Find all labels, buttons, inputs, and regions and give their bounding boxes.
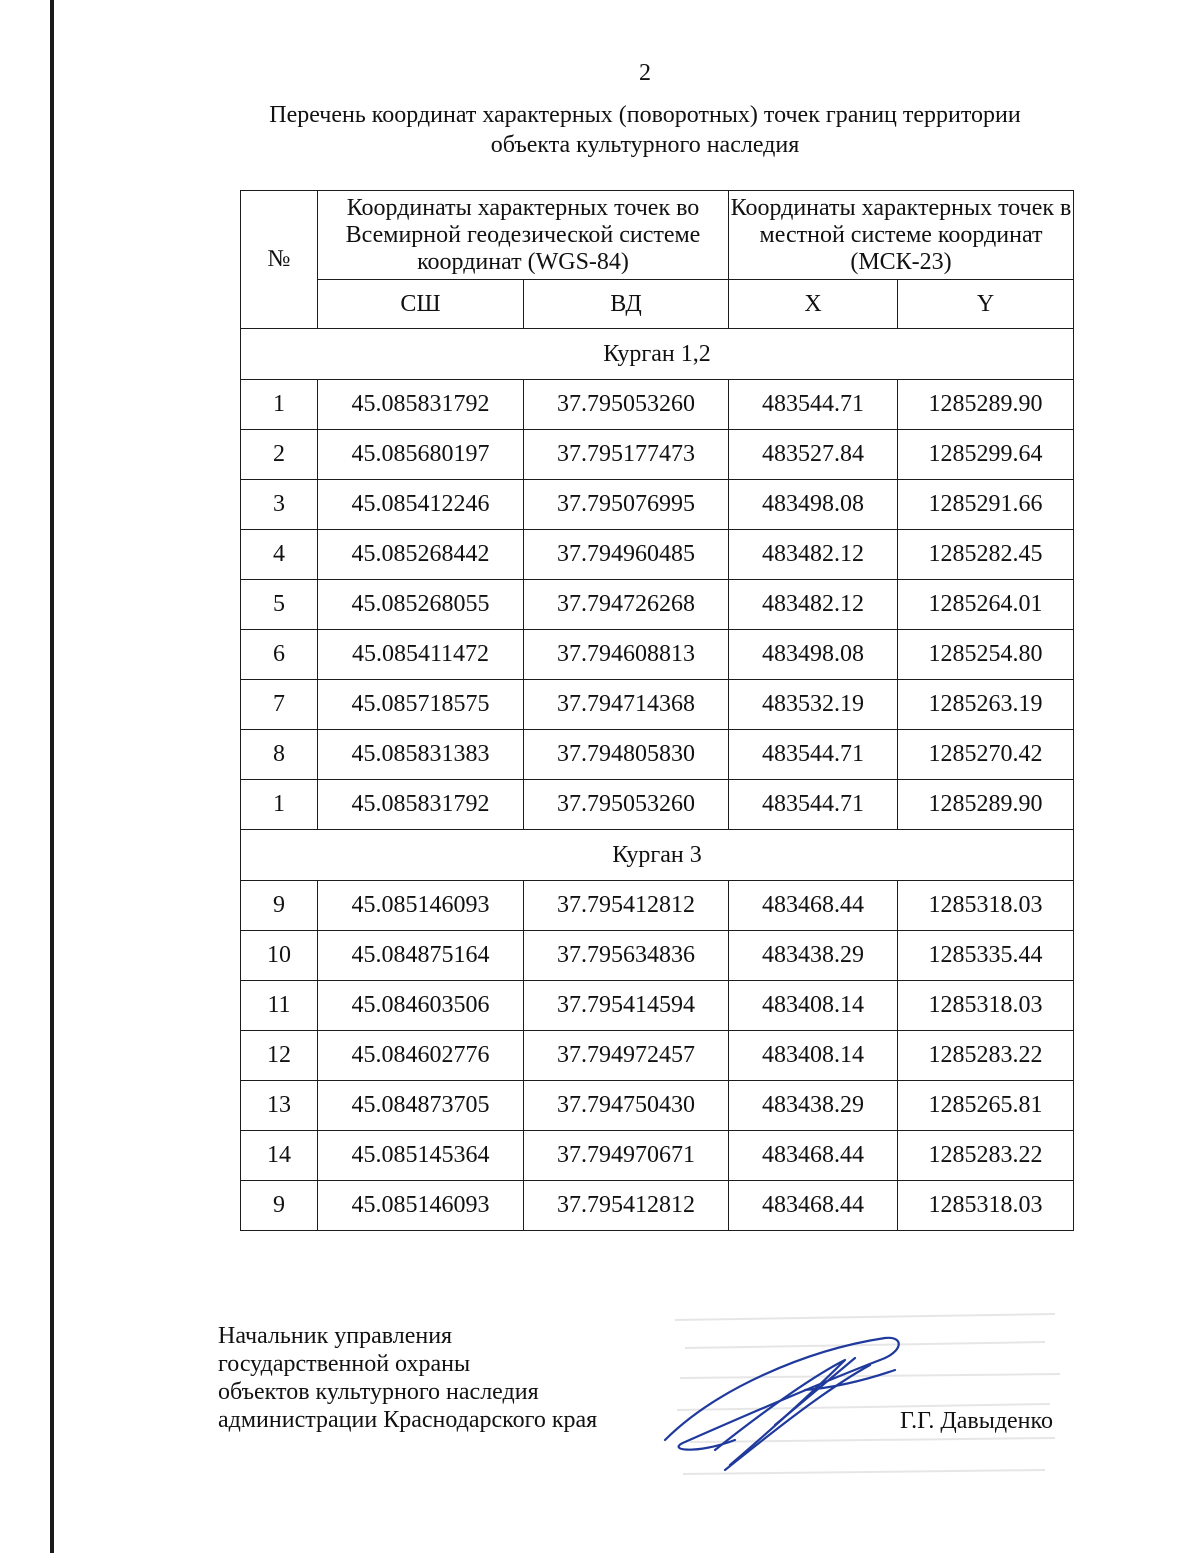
cell-point-number: 1: [241, 380, 318, 430]
cell-point-number: 6: [241, 630, 318, 680]
table-row: [241, 730, 1074, 780]
cell-longitude: 37.794972457: [524, 1031, 729, 1081]
signer-name: Г.Г. Давыденко: [900, 1408, 1053, 1434]
cell-longitude: 37.794726268: [524, 580, 729, 630]
cell-x: 483468.44: [729, 881, 898, 931]
cell-x: 483438.29: [729, 931, 898, 981]
cell-longitude: 37.794960485: [524, 530, 729, 580]
cell-y: 1285335.44: [898, 931, 1074, 981]
cell-x: 483468.44: [729, 1181, 898, 1231]
section-row: [241, 329, 1074, 380]
cell-longitude: 37.794714368: [524, 680, 729, 730]
section-title: Курган 3: [241, 830, 1074, 881]
table-row: [241, 1031, 1074, 1081]
cell-point-number: 7: [241, 680, 318, 730]
signer-position-line: Начальник управления: [218, 1323, 453, 1349]
signer-position-line: администрации Краснодарского края: [218, 1407, 598, 1433]
table-row: [241, 630, 1074, 680]
signer-position-line: объектов культурного наследия: [218, 1379, 539, 1405]
cell-y: 1285289.90: [898, 380, 1074, 430]
cell-latitude: 45.085411472: [318, 630, 524, 680]
cell-point-number: 4: [241, 530, 318, 580]
cell-longitude: 37.795053260: [524, 380, 729, 430]
table-row: [241, 1181, 1074, 1231]
cell-point-number: 14: [241, 1131, 318, 1181]
table-row: [241, 680, 1074, 730]
cell-y: 1285318.03: [898, 981, 1074, 1031]
cell-latitude: 45.085680197: [318, 430, 524, 480]
cell-latitude: 45.085831383: [318, 730, 524, 780]
cell-latitude: 45.084602776: [318, 1031, 524, 1081]
cell-x: 483408.14: [729, 981, 898, 1031]
cell-point-number: 13: [241, 1081, 318, 1131]
cell-latitude: 45.085831792: [318, 380, 524, 430]
cell-longitude: 37.794805830: [524, 730, 729, 780]
cell-longitude: 37.795076995: [524, 480, 729, 530]
cell-longitude: 37.795634836: [524, 931, 729, 981]
cell-latitude: 45.085146093: [318, 881, 524, 931]
signer-position-line: государственной охраны: [218, 1351, 471, 1377]
document-title-line-1: Перечень координат характерных (поворотных) точек границ территории: [269, 102, 1021, 128]
cell-x: 483498.08: [729, 630, 898, 680]
cell-point-number: 3: [241, 480, 318, 530]
cell-longitude: 37.794970671: [524, 1131, 729, 1181]
cell-latitude: 45.085831792: [318, 780, 524, 830]
cell-x: 483438.29: [729, 1081, 898, 1131]
cell-x: 483544.71: [729, 380, 898, 430]
cell-longitude: 37.795053260: [524, 780, 729, 830]
cell-y: 1285291.66: [898, 480, 1074, 530]
cell-longitude: 37.795414594: [524, 981, 729, 1031]
header-wgs84: Координаты характерных точек во Всемирной геодезической системе координат (WGS-84): [318, 191, 729, 280]
cell-y: 1285318.03: [898, 1181, 1074, 1231]
cell-y: 1285282.45: [898, 530, 1074, 580]
header-latitude: СШ: [318, 280, 524, 329]
table-row: [241, 1081, 1074, 1131]
page-number: 2: [639, 60, 651, 86]
cell-x: 483468.44: [729, 1131, 898, 1181]
cell-latitude: 45.084875164: [318, 931, 524, 981]
cell-longitude: 37.795412812: [524, 1181, 729, 1231]
cell-x: 483498.08: [729, 480, 898, 530]
header-y: Y: [898, 280, 1074, 329]
header-msk23: Координаты характерных точек в местной системе координат (МСК-23): [729, 191, 1074, 280]
header-x: X: [729, 280, 898, 329]
table-row: [241, 981, 1074, 1031]
cell-latitude: 45.085268055: [318, 580, 524, 630]
cell-y: 1285263.19: [898, 680, 1074, 730]
document-title: [200, 100, 1090, 160]
cell-longitude: 37.795412812: [524, 881, 729, 931]
table-row: [241, 480, 1074, 530]
section-row: [241, 830, 1074, 881]
cell-x: 483408.14: [729, 1031, 898, 1081]
cell-point-number: 11: [241, 981, 318, 1031]
cell-y: 1285283.22: [898, 1131, 1074, 1181]
cell-y: 1285318.03: [898, 881, 1074, 931]
table-row: [241, 931, 1074, 981]
cell-y: 1285254.80: [898, 630, 1074, 680]
cell-latitude: 45.085146093: [318, 1181, 524, 1231]
cell-longitude: 37.795177473: [524, 430, 729, 480]
header-longitude: ВД: [524, 280, 729, 329]
cell-longitude: 37.794750430: [524, 1081, 729, 1131]
cell-longitude: 37.794608813: [524, 630, 729, 680]
cell-y: 1285264.01: [898, 580, 1074, 630]
table-row: [241, 430, 1074, 480]
cell-point-number: 9: [241, 1181, 318, 1231]
cell-x: 483544.71: [729, 780, 898, 830]
table-row: [241, 380, 1074, 430]
cell-point-number: 9: [241, 881, 318, 931]
table-row: [241, 780, 1074, 830]
document-title-line-2: объекта культурного наследия: [490, 132, 800, 158]
table-row: [241, 530, 1074, 580]
cell-point-number: 8: [241, 730, 318, 780]
coordinates-table: [240, 190, 1074, 1231]
cell-latitude: 45.085145364: [318, 1131, 524, 1181]
cell-x: 483527.84: [729, 430, 898, 480]
cell-latitude: 45.084603506: [318, 981, 524, 1031]
cell-x: 483482.12: [729, 530, 898, 580]
signer-position: [218, 1322, 658, 1434]
cell-latitude: 45.085718575: [318, 680, 524, 730]
cell-y: 1285283.22: [898, 1031, 1074, 1081]
table-row: [241, 580, 1074, 630]
cell-point-number: 2: [241, 430, 318, 480]
scan-left-edge: [50, 0, 54, 1553]
table-row: [241, 881, 1074, 931]
cell-y: 1285299.64: [898, 430, 1074, 480]
coordinates-table-body: [241, 329, 1074, 1231]
header-number: №: [241, 191, 318, 329]
cell-point-number: 1: [241, 780, 318, 830]
cell-point-number: 12: [241, 1031, 318, 1081]
cell-x: 483544.71: [729, 730, 898, 780]
section-title: Курган 1,2: [241, 329, 1074, 380]
signature-drawing: [655, 1330, 915, 1480]
cell-y: 1285289.90: [898, 780, 1074, 830]
cell-x: 483482.12: [729, 580, 898, 630]
table-row: [241, 1131, 1074, 1181]
cell-x: 483532.19: [729, 680, 898, 730]
cell-point-number: 10: [241, 931, 318, 981]
cell-y: 1285265.81: [898, 1081, 1074, 1131]
cell-latitude: 45.085412246: [318, 480, 524, 530]
cell-latitude: 45.084873705: [318, 1081, 524, 1131]
cell-latitude: 45.085268442: [318, 530, 524, 580]
cell-point-number: 5: [241, 580, 318, 630]
cell-y: 1285270.42: [898, 730, 1074, 780]
